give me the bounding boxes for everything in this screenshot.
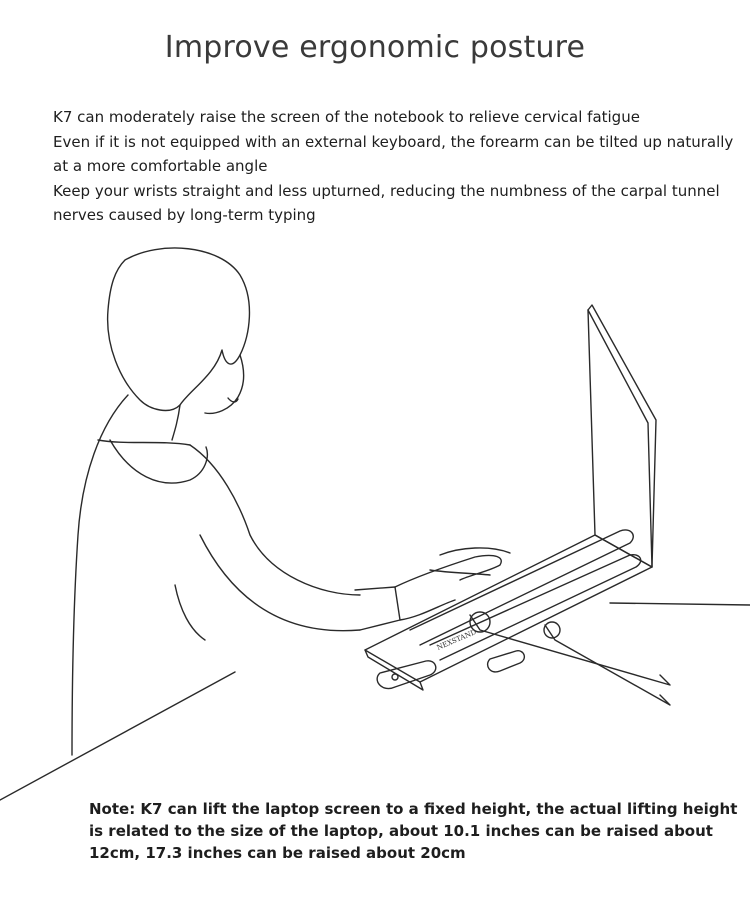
person-hair (108, 248, 250, 410)
person-sleeve (175, 585, 205, 640)
person-face (205, 355, 244, 413)
stand-rail-upper (410, 530, 633, 645)
stand-foot-right (488, 651, 525, 672)
note (89, 798, 750, 864)
desk-back-edge (610, 603, 750, 605)
person-arm (190, 445, 360, 595)
stand-brand-label: NEXSTAND (435, 628, 478, 652)
laptop-screen-back (588, 305, 656, 567)
person-cuff (355, 587, 400, 630)
intro-text (53, 105, 743, 228)
note-text: Note: K7 can lift the laptop screen to a fixed height, the actual lifting height is related to the size of the laptop, about 10.1 inches can be raised about 12cm, 17.3 inches can be raised about 20cm (89, 800, 738, 862)
desk-edge (0, 672, 235, 800)
ergonomic-posture-illustration (0, 235, 750, 805)
stand-leg-right (545, 625, 670, 705)
laptop-screen (588, 310, 652, 567)
intro-line: Keep your wrists straight and less upturned, reducing the numbness of the carpal tunnel nerves caused by long-term typing (53, 181, 720, 224)
intro-line: Even if it is not equipped with an external keyboard, the forearm can be tilted up naturally at a more comfortable angle (53, 132, 734, 175)
intro-line: K7 can moderately raise the screen of the notebook to relieve cervical fatigue (53, 108, 640, 126)
page-title: Improve ergonomic posture (164, 30, 586, 65)
person-forearm-under (200, 535, 360, 631)
stand-leg-left (470, 615, 670, 685)
laptop-base (365, 535, 652, 682)
person-back (72, 395, 128, 755)
stand-foot-left-hole (392, 674, 398, 680)
person-neck (172, 405, 180, 440)
